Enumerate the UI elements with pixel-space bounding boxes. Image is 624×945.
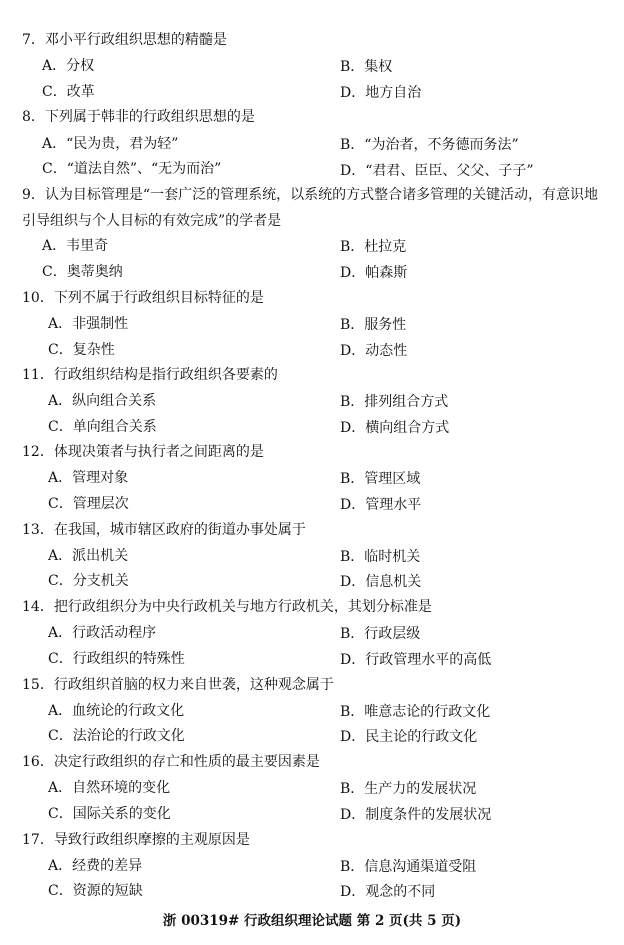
option-b: B．杜拉克 xyxy=(340,239,407,255)
question-stem: 8．下列属于韩非的行政组织思想的是 xyxy=(22,109,255,125)
option-d: D．行政管理水平的高低 xyxy=(340,652,492,668)
option-b: B．行政层级 xyxy=(340,626,421,642)
question-stem: 11．行政组织结构是指行政组织各要素的 xyxy=(22,367,278,383)
option-d: D．制度条件的发展状况 xyxy=(340,807,492,823)
question-stem: 10．下列不属于行政组织目标特征的是 xyxy=(22,290,264,306)
option-a: A．自然环境的变化 xyxy=(48,780,171,796)
option-a: A．血统论的行政文化 xyxy=(48,703,185,719)
option-d: D．“君君、臣臣、父父、子子” xyxy=(340,163,534,179)
option-d: D．地方自治 xyxy=(340,85,422,101)
question-stem: 16．决定行政组织的存亡和性质的最主要因素是 xyxy=(22,754,320,770)
option-c: C．奥蒂奥纳 xyxy=(42,264,123,280)
option-c: C．单向组合关系 xyxy=(48,419,157,435)
question-stem: 13．在我国，城市辖区政府的街道办事处属于 xyxy=(22,522,306,538)
option-c: C．国际关系的变化 xyxy=(48,806,171,822)
option-c: C．管理层次 xyxy=(48,496,129,512)
option-c: C．“道法自然”、“无为而治” xyxy=(42,161,222,177)
question-stem: 7．邓小平行政组织思想的精髓是 xyxy=(22,32,227,48)
option-c: C．分支机关 xyxy=(48,573,129,589)
question-stem: 15．行政组织首脑的权力来自世袭，这种观念属于 xyxy=(22,677,334,693)
option-d: D．信息机关 xyxy=(340,574,422,590)
question-stem: 12．体现决策者与执行者之间距离的是 xyxy=(22,444,264,460)
option-a: A．纵向组合关系 xyxy=(48,393,157,409)
option-b: B．集权 xyxy=(340,59,393,75)
question-stem: 9．认为目标管理是“一套广泛的管理系统，以系统的方式整合诸多管理的关键活动，有意识地引导组织与个人目标的有效完成”的学者是 xyxy=(22,187,599,229)
option-d: D．民主论的行政文化 xyxy=(340,729,478,745)
option-a: A．韦里奇 xyxy=(42,238,109,254)
option-b: B．“为治者，不务德而务法” xyxy=(340,137,519,153)
option-b: B．排列组合方式 xyxy=(340,394,449,410)
option-b: B．信息沟通渠道受阻 xyxy=(340,859,477,875)
option-a: A．分权 xyxy=(42,58,95,74)
question-stem: 14．把行政组织分为中央行政机关与地方行政机关，其划分标准是 xyxy=(22,599,432,615)
option-d: D．观念的不同 xyxy=(340,884,436,900)
option-b: B．管理区域 xyxy=(340,471,421,487)
option-d: D．动态性 xyxy=(340,343,408,359)
option-b: B．唯意志论的行政文化 xyxy=(340,704,491,720)
option-a: A．管理对象 xyxy=(48,470,129,486)
option-d: D．管理水平 xyxy=(340,497,422,513)
option-d: D．帕森斯 xyxy=(340,265,408,281)
option-a: A．行政活动程序 xyxy=(48,625,157,641)
option-c: C．改革 xyxy=(42,84,95,100)
option-b: B．服务性 xyxy=(340,317,407,333)
option-a: A．“民为贵，君为轻” xyxy=(42,136,179,152)
option-c: C．行政组织的特殊性 xyxy=(48,651,185,667)
option-c: C．法治论的行政文化 xyxy=(48,728,185,744)
option-a: A．经费的差异 xyxy=(48,858,143,874)
option-b: B．临时机关 xyxy=(340,549,421,565)
option-c: C．复杂性 xyxy=(48,342,115,358)
option-b: B．生产力的发展状况 xyxy=(340,781,477,797)
option-c: C．资源的短缺 xyxy=(48,883,143,899)
option-a: A．派出机关 xyxy=(48,548,129,564)
page-footer: 浙 00319# 行政组织理论试题 第 2 页(共 5 页) xyxy=(162,913,462,929)
option-d: D．横向组合方式 xyxy=(340,420,450,436)
option-a: A．非强制性 xyxy=(48,316,129,332)
question-stem: 17．导致行政组织摩擦的主观原因是 xyxy=(22,832,250,848)
